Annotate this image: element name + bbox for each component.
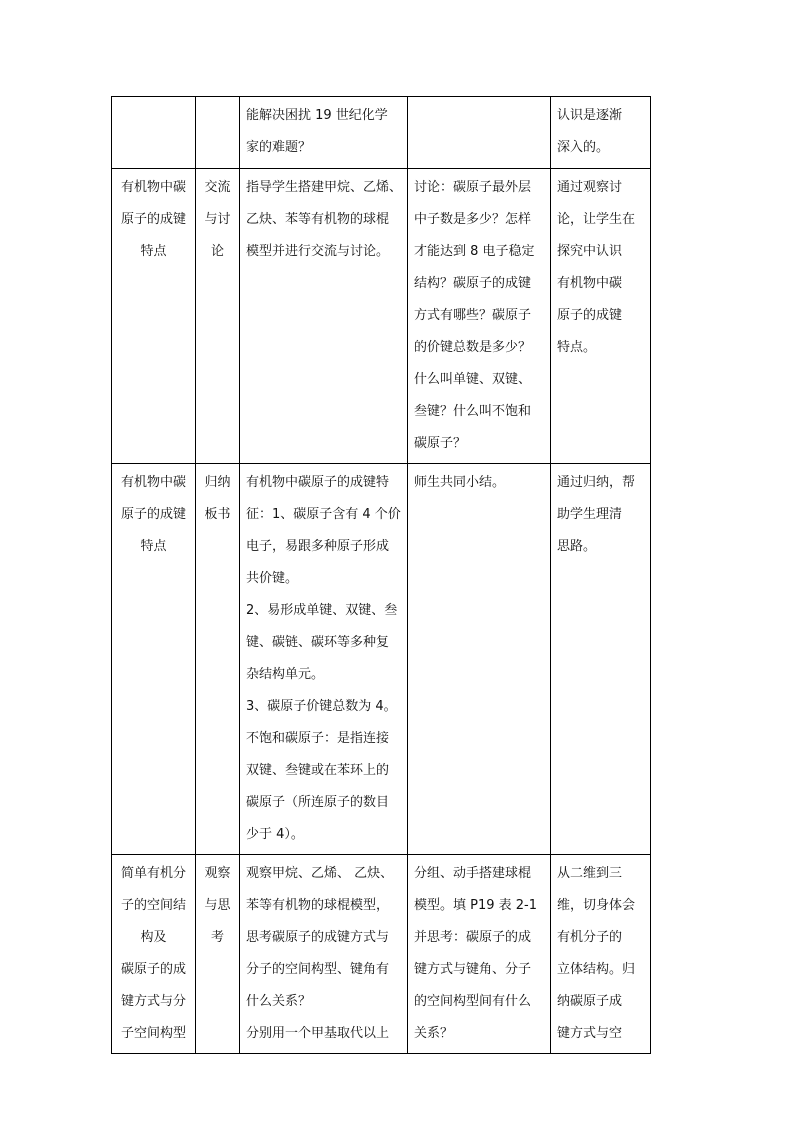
cell-text-line: 家的难题？ (246, 140, 312, 155)
cell-text-line: 结构？碳原子的成键 (414, 276, 532, 291)
cell-text-line: 子空间构型 (120, 1026, 186, 1041)
cell-text-line: 分子的空间构型、键角有 (246, 962, 390, 977)
design-intent-cell (551, 97, 651, 169)
design-intent-cell (551, 464, 651, 855)
cell-text-line: 思路。 (557, 539, 597, 554)
cell-text-line: 子的空间结 (120, 898, 186, 913)
cell-text-line: 论，让学生在 (557, 212, 636, 227)
cell-text-line: 键、碳链、碳环等多种复 (246, 635, 390, 650)
cell-text-line: 与思 (204, 898, 231, 913)
table-row (112, 97, 651, 169)
cell-text-line: 什么叫单键、双键、 (414, 372, 532, 387)
cell-text-line: 观察 (204, 866, 231, 881)
cell-text-line: 通过归纳，帮 (557, 475, 636, 490)
cell-text-line: 认识是逐渐 (557, 108, 623, 123)
cell-text-line: 什么关系？ (246, 994, 312, 1009)
student-activity-cell (408, 855, 551, 1054)
cell-text-line: 中子数是多少？怎样 (414, 212, 532, 227)
cell-text-line: 维，切身体会 (557, 898, 636, 913)
cell-text-line: 征：1、碳原子含有 4 个价 (246, 507, 401, 522)
cell-text-line: 交流 (204, 180, 231, 195)
cell-text-line: 原子的成键 (120, 212, 186, 227)
cell-text-line: 才能达到 8 电子稳定 (414, 244, 535, 259)
cell-text-line: 模型并进行交流与讨论。 (246, 244, 390, 259)
cell-text-line: 苯等有机物的球棍模型， (246, 898, 390, 913)
cell-text-line: 有机物中碳 (120, 180, 186, 195)
cell-text-line: 与讨 (204, 212, 231, 227)
cell-text-line: 分别用一个甲基取代以上 (246, 1026, 390, 1041)
stage-cell (112, 855, 196, 1054)
cell-text-line: 不饱和碳原子：是指连接 (246, 731, 390, 746)
cell-text-line: 少于 4）。 (246, 827, 304, 842)
teacher-activity-cell (240, 97, 408, 169)
cell-text-line: 板书 (204, 507, 231, 522)
cell-text-line: 助学生理清 (557, 507, 623, 522)
cell-text-line: 模型。填 P19 表 2-1 (414, 898, 538, 913)
cell-text-line: 观察甲烷、乙烯、 乙炔、 (246, 866, 394, 881)
cell-text-line: 特点。 (557, 340, 597, 355)
cell-text-line: 纳碳原子成 (557, 994, 623, 1009)
cell-text-line: 通过观察讨 (557, 180, 623, 195)
cell-text-line: 原子的成键 (120, 507, 186, 522)
cell-text-line: 3、碳原子价键总数为 4。 (246, 699, 397, 714)
cell-text-line: 关系？ (414, 1026, 454, 1041)
cell-text-line: 特点 (140, 539, 167, 554)
teacher-activity-cell (240, 855, 408, 1054)
method-cell (196, 464, 240, 855)
cell-text-line: 立体结构。归 (557, 962, 636, 977)
cell-text-line: 键方式与键角、分子 (414, 962, 532, 977)
cell-text-line: 方式有哪些？碳原子 (414, 308, 532, 323)
cell-text-line: 从二维到三 (557, 866, 623, 881)
stage-cell (112, 464, 196, 855)
cell-text-line: 有机分子的 (557, 930, 623, 945)
cell-text-line: 杂结构单元。 (246, 667, 325, 682)
cell-text-line: 讨论：碳原子最外层 (414, 180, 532, 195)
cell-text-line: 指导学生搭建甲烷、乙烯、 (246, 180, 403, 195)
cell-text-line: 共价键。 (246, 571, 299, 586)
table-row (112, 169, 651, 464)
cell-text-line: 键方式与空 (557, 1026, 623, 1041)
cell-text-line: 键方式与分 (120, 994, 186, 1009)
cell-text-line: 深入的。 (557, 140, 610, 155)
stage-cell (112, 169, 196, 464)
cell-text-line: 并思考：碳原子的成 (414, 930, 532, 945)
stage-cell (112, 97, 196, 169)
cell-text-line: 特点 (140, 244, 167, 259)
cell-text-line: 能解决困扰 19 世纪化学 (246, 108, 388, 123)
method-cell (196, 169, 240, 464)
cell-text-line: 构及 (140, 930, 167, 945)
cell-text-line: 的价键总数是多少？ (414, 340, 532, 355)
cell-text-line: 乙炔、苯等有机物的球棍 (246, 212, 390, 227)
cell-text-line: 思考碳原子的成键方式与 (246, 930, 390, 945)
design-intent-cell (551, 169, 651, 464)
cell-text-line: 的空间构型间有什么 (414, 994, 532, 1009)
cell-text-line: 2、易形成单键、双键、叁 (246, 603, 398, 618)
lesson-plan-table (111, 96, 651, 1054)
student-activity-cell (408, 464, 551, 855)
cell-text-line: 电子，易跟多种原子形成 (246, 539, 390, 554)
cell-text-line: 叁键？什么叫不饱和 (414, 404, 532, 419)
table-row (112, 464, 651, 855)
student-activity-cell (408, 169, 551, 464)
student-activity-cell (408, 97, 551, 169)
cell-text-line: 碳原子（所连原子的数目 (246, 795, 390, 810)
lesson-plan-body (112, 97, 651, 1054)
cell-text-line: 论 (210, 244, 224, 259)
cell-text-line: 有机物中碳原子的成键特 (246, 475, 390, 490)
cell-text-line: 双键、叁键或在苯环上的 (246, 763, 390, 778)
cell-text-line: 考 (210, 930, 224, 945)
cell-text-line: 有机物中碳 (557, 276, 623, 291)
cell-text-line: 有机物中碳 (120, 475, 186, 490)
design-intent-cell (551, 855, 651, 1054)
cell-text-line: 探究中认识 (557, 244, 623, 259)
cell-text-line: 简单有机分 (120, 866, 186, 881)
method-cell (196, 855, 240, 1054)
teacher-activity-cell (240, 169, 408, 464)
cell-text-line: 碳原子？ (414, 436, 467, 451)
cell-text-line: 分组、动手搭建球棍 (414, 866, 532, 881)
cell-text-line: 碳原子的成 (120, 962, 186, 977)
method-cell (196, 97, 240, 169)
cell-text-line: 原子的成键 (557, 308, 623, 323)
cell-text-line: 归纳 (204, 475, 231, 490)
teacher-activity-cell (240, 464, 408, 855)
table-row (112, 855, 651, 1054)
cell-text-line: 师生共同小结。 (414, 475, 506, 490)
